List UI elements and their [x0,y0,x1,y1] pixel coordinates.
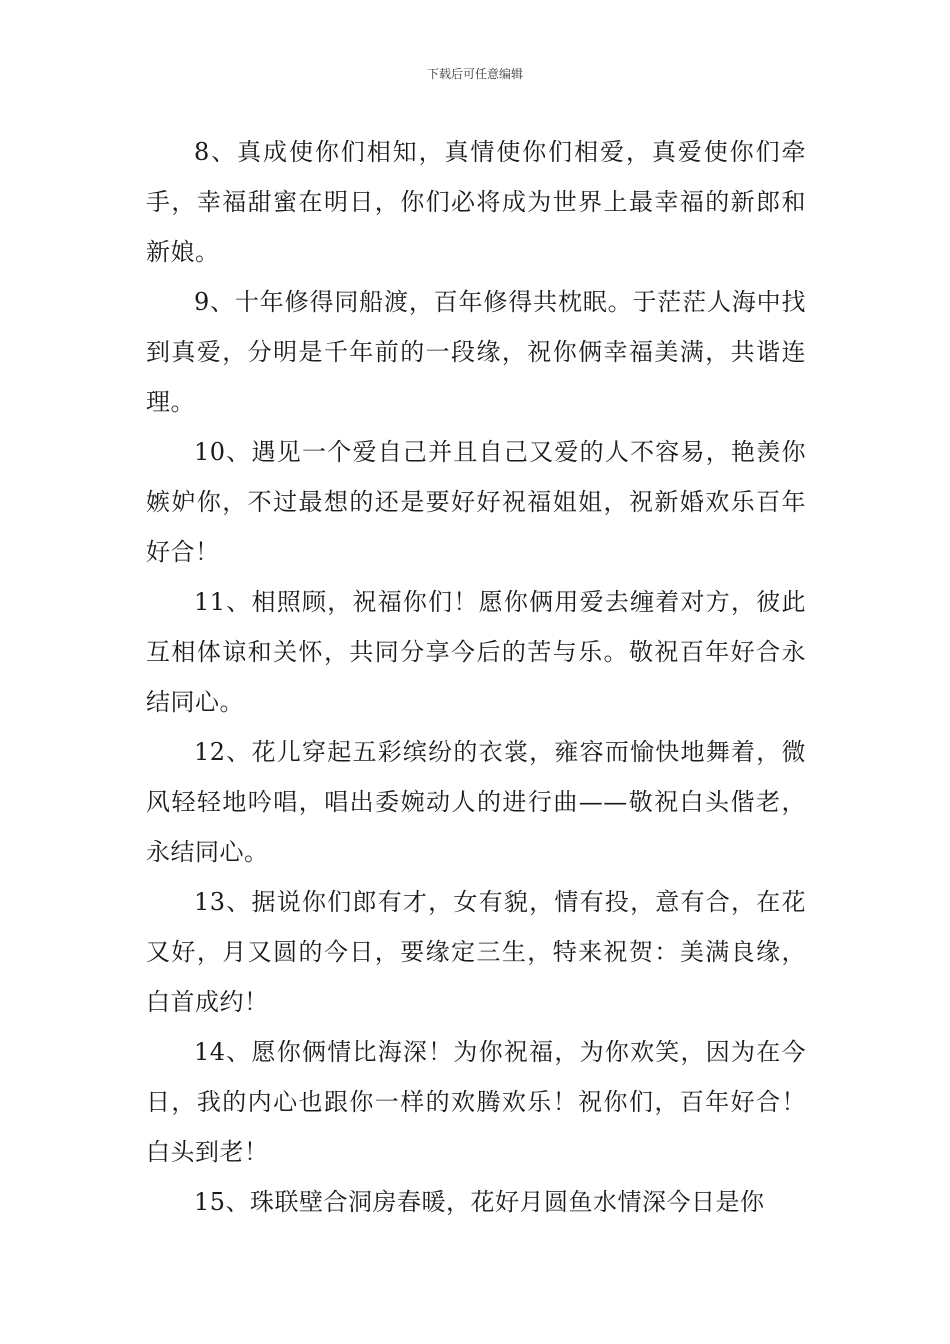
paragraph-14: 14、愿你俩情比海深！为你祝福，为你欢笑，因为在今日，我的内心也跟你一样的欢腾欢乐！祝你们，百年好合！白头到老！ [146,1038,806,1166]
paragraph-15: 15、珠联壁合洞房春暖，花好月圆鱼水情深今日是你 [194,1188,765,1216]
page-header: 下载后可任意编辑 [426,67,523,81]
paragraph-8: 8、真成使你们相知，真情使你们相爱，真爱使你们牵手，幸福甜蜜在明日，你们必将成为世界上最幸福的新郎和新娘。 [146,138,806,266]
document-body [146,127,806,1227]
paragraph-12: 12、花儿穿起五彩缤纷的衣裳，雍容而愉快地舞着，微风轻轻地吟唱，唱出委婉动人的进行曲——敬祝白头偕老，永结同心。 [146,738,806,866]
paragraph-9: 9、十年修得同船渡，百年修得共枕眠。于茫茫人海中找到真爱，分明是千年前的一段缘，祝你俩幸福美满，共谐连理。 [146,288,806,416]
paragraph-11: 11、相照顾，祝福你们！愿你俩用爱去缠着对方，彼此互相体谅和关怀，共同分享今后的苦与乐。敬祝百年好合永结同心。 [146,588,806,716]
paragraph-13: 13、据说你们郎有才，女有貌，情有投，意有合，在花又好，月又圆的今日，要缘定三生，特来祝贺：美满良缘，白首成约！ [146,888,806,1016]
paragraph-10: 10、遇见一个爱自己并且自己又爱的人不容易，艳羡你嫉妒你，不过最想的还是要好好祝福姐姐，祝新婚欢乐百年好合！ [146,438,806,566]
